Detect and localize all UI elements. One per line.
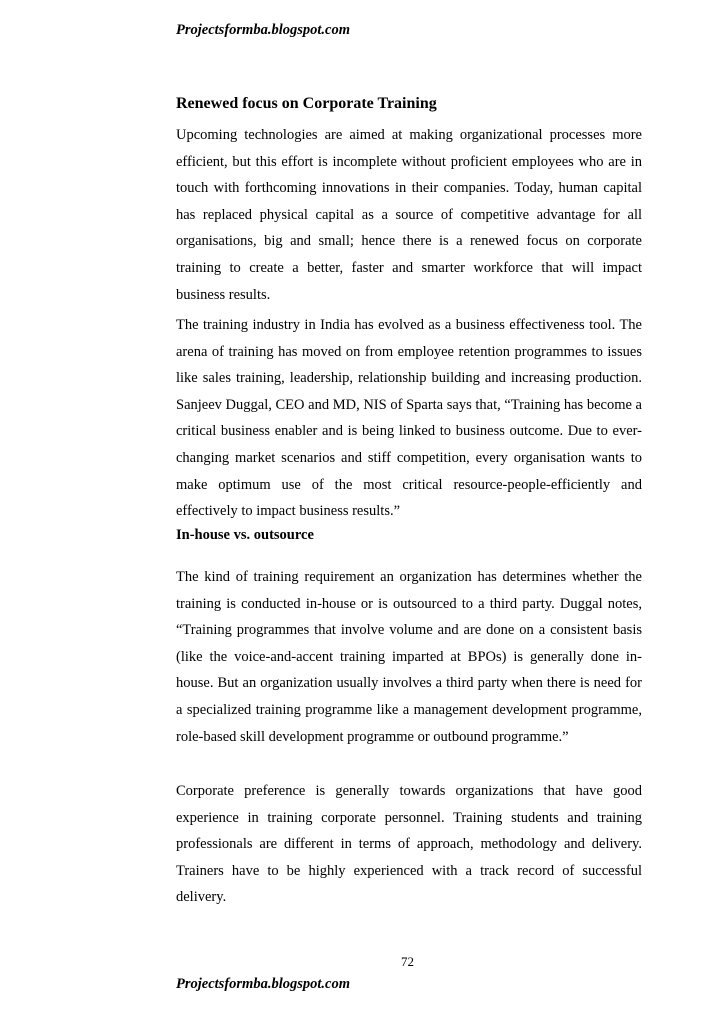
paragraph: The kind of training requirement an organization has determines whether the training is conducted in-house or is outsourced to a third party. Duggal notes, “Training programmes that involve volume and are done on a consistent basis (like the voice-and-accent training imparted at BPOs) is generally done in-house. But an organization usually involves a third party when there is need for a specialized training programme like a management development programme, role-based skill development programme or outbound programme.” [176,569,642,745]
paragraph: Corporate preference is generally towards organizations that have good experience in training corporate personnel. Training students and training professionals are different in terms of approach, methodology and delivery. Trainers have to be highly experienced with a track record of successful delivery. [176,783,642,906]
running-header: Projectsformba.blogspot.com [176,22,350,38]
section-heading: Renewed focus on Corporate Training [176,95,437,112]
document-page [176,0,642,1031]
paragraph: The training industry in India has evolved as a business effectiveness tool. The arena of training has moved on from employee retention programmes to issues like sales training, leadership, relationship building and increasing production. Sanjeev Duggal, CEO and MD, NIS of Sparta says that, “Training has become a critical business enabler and is being linked to business outcome. Due to ever-changing market scenarios and stiff competition, every organisation wants to make optimum use of the most critical resource-people-efficiently and effectively to impact business results.” [176,317,642,520]
page-number: 72 [401,954,414,969]
running-footer: Projectsformba.blogspot.com [176,976,350,992]
paragraph: Upcoming technologies are aimed at making organizational processes more efficient, but this effort is incomplete without proficient employees who are in touch with forthcoming innovations in their companies. Today, human capital has replaced physical capital as a source of competitive advantage for all organisations, big and small; hence there is a renewed focus on corporate training to create a better, faster and smarter workforce that will impact business results. [176,127,642,303]
subsection-heading: In-house vs. outsource [176,527,314,543]
